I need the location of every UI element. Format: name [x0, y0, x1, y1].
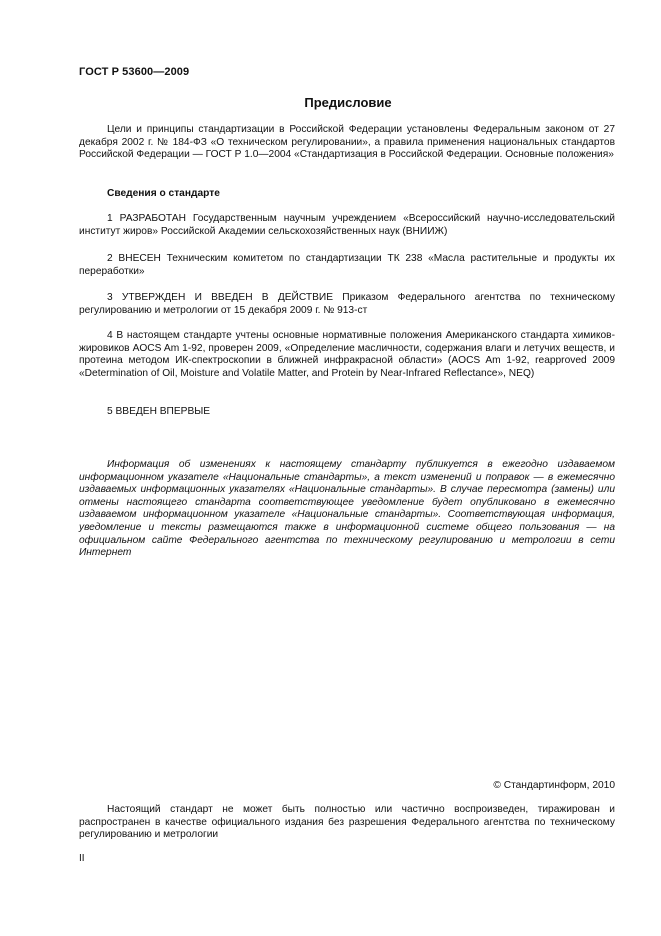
- section-1: 1 РАЗРАБОТАН Государственным научным учреждением «Всероссийский научно-исследовательский институт жиров» Российской Академии сельскохозяйственных наук (ВНИИЖ): [79, 213, 615, 237]
- info-notice: Информация об изменениях к настоящему стандарту публикуется в ежегодно издаваемом информационном указателе «Национальные стандарты», а текст изменений и поправок — в ежемесячно издаваемых информационных указателях «Национальные стандарты». В случае пересмотра (замены) или отмены настоящего стандарта соответствующее уведомление будет опубликовано в ежемесячно издаваемом информационном указателе «Национальные стандарты». Соответствующая информация, уведомление и тексты размещаются также в информационной системе общего пользования — на официальном сайте Федерального агентства по техническому регулированию и метрологии в сети Интернет: [79, 459, 615, 559]
- intro-paragraph-block: [79, 124, 615, 162]
- section-2: 2 ВНЕСЕН Техническим комитетом по стандартизации ТК 238 «Масла растительные и продукты их переработки»: [79, 253, 615, 277]
- section-5: 5 ВВЕДЕН ВПЕРВЫЕ: [107, 406, 211, 417]
- preface-title: Предисловие: [304, 95, 392, 110]
- section-5-block: [79, 406, 615, 419]
- standard-info-heading: Сведения о стандарте: [107, 188, 220, 199]
- section-4-block: [79, 330, 615, 380]
- section-3-block: [79, 292, 615, 317]
- section-2-block: [79, 253, 615, 278]
- section-4: 4 В настоящем стандарте учтены основные нормативные положения Американского стандарта химиков-жировиков AOCS Am 1-92, проверен 2009, «Определение масличности, содержания влаги и летучих веществ, и протеина методом ИК-спектроскопии в ближней инфракрасной области» (AOCS Am 1-92, reapproved 2009 «Determination of Oil, Moisture and Volatile Matter, and Protein by Near-Infrared Reflectance», NEQ): [79, 330, 615, 379]
- reproduction-notice-block: [79, 804, 615, 842]
- section-1-block: [79, 213, 615, 238]
- standard-number-header: ГОСТ Р 53600—2009: [79, 66, 190, 78]
- page-number: II: [79, 853, 85, 864]
- intro-paragraph: Цели и принципы стандартизации в Российской Федерации установлены Федеральным законом от 27 декабря 2002 г. № 184-ФЗ «О техническом регулировании», а правила применения национальных стандартов Российской Федерации — ГОСТ Р 1.0—2004 «Стандартизация в Российской Федерации. Основные положения»: [79, 124, 615, 161]
- info-notice-block: [79, 459, 615, 560]
- copyright-line: © Стандартинформ, 2010: [493, 780, 615, 791]
- section-3: 3 УТВЕРЖДЕН И ВВЕДЕН В ДЕЙСТВИЕ Приказом Федерального агентства по техническому регулированию и метрологии от 15 декабря 2009 г. № 913-ст: [79, 292, 615, 316]
- reproduction-notice: Настоящий стандарт не может быть полностью или частично воспроизведен, тиражирован и распространен в качестве официального издания без разрешения Федерального агентства по техническому регулированию и метрологии: [79, 804, 615, 841]
